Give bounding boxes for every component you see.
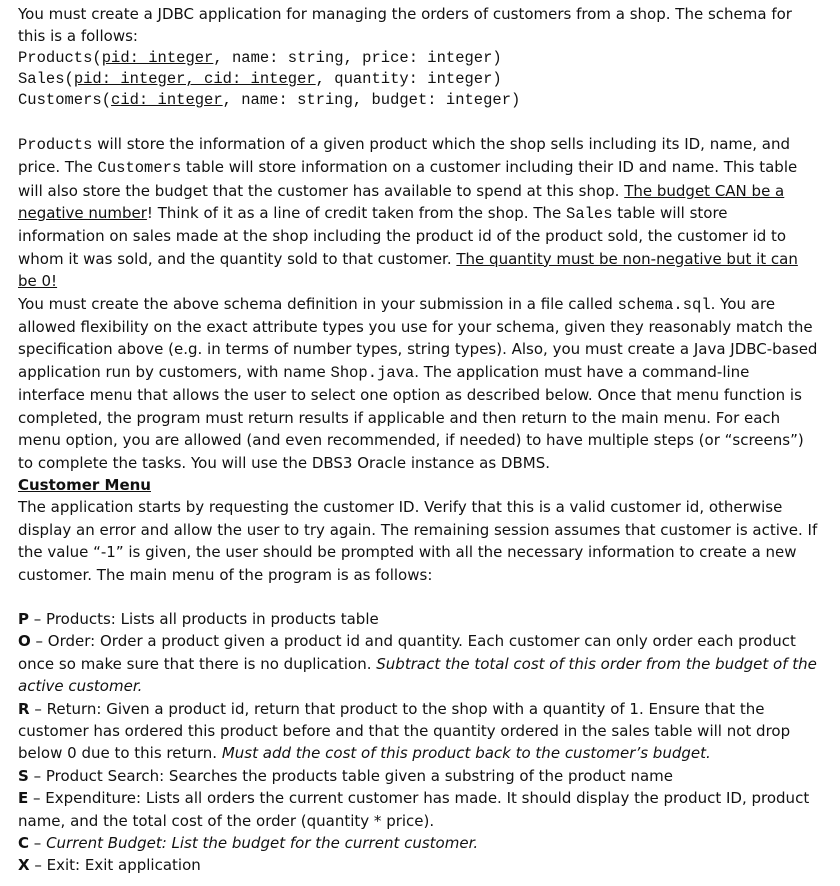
code-term: Customers [97,159,182,178]
tables-description-paragraph [18,133,818,293]
attributes: , quantity: integer) [315,69,502,88]
schema-block [18,48,818,111]
code-term: Sales [566,205,613,224]
primary-key: pid: integer [101,48,214,67]
menu-note: Subtract the total cost of this order from the budget of the active customer. [18,654,817,696]
table-name: Customers [18,90,102,109]
text-run: table will store information on sales made at the shop including the product id of the product sold, the customer id to whom it was sold, and the quantity sold to that customer. [18,204,787,268]
menu-item-order [18,630,818,697]
menu-key: R [18,699,30,718]
underlined-note: The budget CAN be a negative number [18,181,785,223]
text-run: ! Think of it as a line of credit taken from the shop. The [146,204,567,223]
customer-menu-heading: Customer Menu [18,475,151,494]
text-run: . You are allowed flexibility on the exact attribute types you use for your schema, given they reasonably match the specification above (e.g. in terms of number types, string types). Also, you must create a Java JDBC-based application run by customers, with name [18,294,818,381]
menu-item-budget [18,832,818,854]
menu-item-return [18,698,818,765]
primary-key: cid: integer [111,90,223,109]
menu-note: Must add the cost of this product back to the customer’s budget. [221,744,711,763]
menu-key: X [18,856,30,875]
schema-customers: Customers(cid: integer, name: string, budget: integer) [18,90,521,109]
customer-menu-paragraph: The application starts by requesting the customer ID. Verify that this is a valid customer id, otherwise display an error and allow the user to try again. The remaining session assumes that customer is active. If the value “-1” is given, the user should be prompted with all the necessary information to create a new customer. The main menu of the program is as follows: [18,498,818,584]
text-run: will store the information of a given product which the shop sells including its ID, name, and price. The [18,134,790,177]
menu-text: – Expenditure: Lists all orders the current customer has made. It should display the product ID, product name, and the total cost of the order (quantity * price). [18,789,810,830]
code-term: schema.sql [617,295,711,314]
table-name: Products [18,48,93,67]
table-name: Sales [18,69,65,88]
menu-text: – Product Search: Searches the products table given a substring of the product name [28,766,673,785]
text-run: . The application must have a command-line interface menu that allows the user to select one option as described below. Once that menu function is completed, the program must return results if applicable and then return to the main menu. For each menu option, you are allowed (and even recommended, if needed) to have multiple steps (or “screens”) to complete the tasks. You will use the DBS3 Oracle instance as DBMS. [18,362,804,472]
underlined-note: The quantity must be non-negative but it can be 0! [18,249,798,291]
menu-item-expenditure [18,787,818,832]
menu-item-search [18,765,818,787]
menu-text: – Return: Given a product id, return that product to the shop with a quantity of 1. Ensure that the customer has ordered this product before and that the quantity ordered in the sales table will not drop below 0 due to this return. [18,699,791,763]
primary-key: pid: integer, cid: integer [73,69,316,88]
text-run: You must create the above schema definition in your submission in a file called [18,294,618,313]
schema-sales: Sales(pid: integer, cid: integer, quantity: integer) [18,69,502,88]
code-term: Shop.java [330,363,415,382]
text-run: table will store information on a customer including their ID and name. This table will also store the budget that the customer has available to spend at this shop. [18,158,798,200]
menu-text: – Order: Order a product given a product id and quantity. Each customer can only order each product once so make sure that there is no duplication. [18,632,796,673]
menu-item-exit [18,854,818,876]
menu-note: Current Budget: List the budget for the current customer. [46,834,479,852]
attributes: , name: string, price: integer) [213,48,502,67]
menu-key: S [18,766,29,785]
menu-item-products [18,608,818,630]
code-term: Products [18,135,93,154]
schema-products: Products(pid: integer, name: string, price: integer) [18,48,502,67]
requirements-paragraph [18,293,818,474]
menu-text: – Products: Lists all products in products table [29,609,379,628]
menu-list [18,608,818,877]
menu-key: E [18,789,29,808]
intro-paragraph: You must create a JDBC application for managing the orders of customers from a shop. The schema for this is a follows: [18,5,792,46]
menu-key: C [18,834,30,852]
menu-text: – [29,834,47,852]
menu-key: O [18,632,31,651]
menu-text: – Exit: Exit application [29,856,201,875]
attributes: , name: string, budget: integer) [222,90,521,109]
menu-key: P [18,609,29,628]
